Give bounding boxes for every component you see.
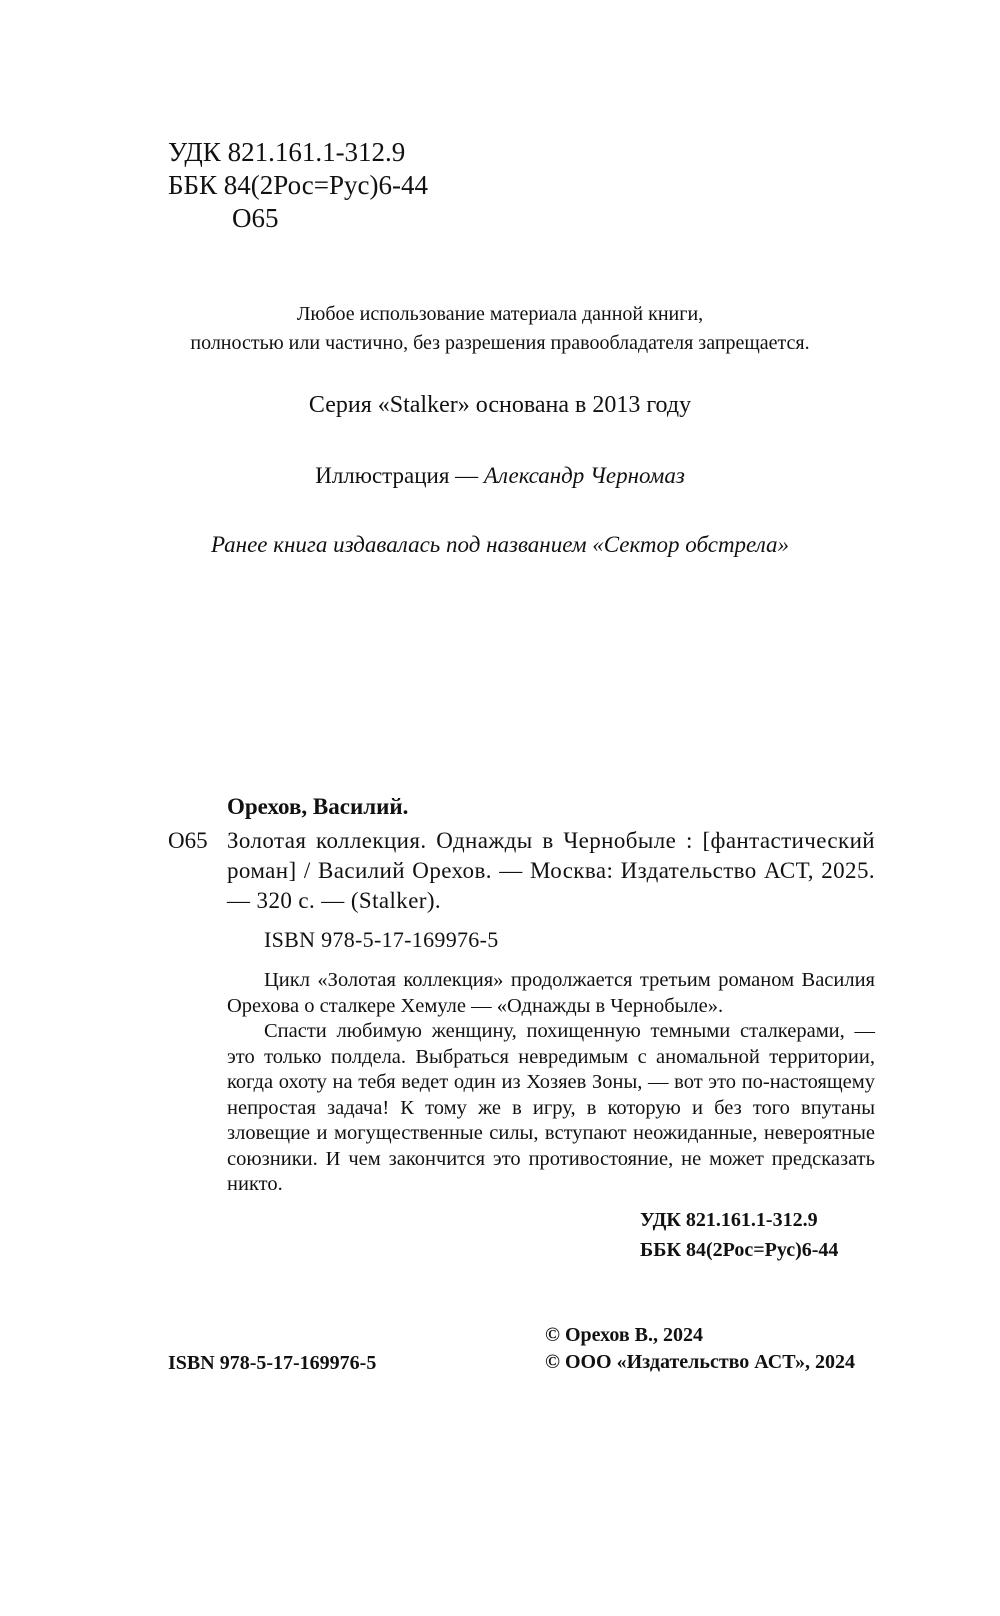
record-isbn: ISBN 978-5-17-169976-5 [264, 927, 499, 952]
copyright-lines [545, 1322, 855, 1376]
bbk-code: ББК 84(2Рос=Рус)6-44 [168, 170, 428, 200]
annotation [227, 968, 875, 1198]
udk-code: УДК 821.161.1-312.9 [168, 137, 406, 167]
notice-line-1: Любое использование материала данной книги, [296, 303, 704, 325]
author-sign: О65 [232, 203, 279, 233]
illustration-label: Иллюстрация — [315, 463, 484, 488]
copyright-publisher: © ООО «Издательство АСТ», 2024 [545, 1351, 856, 1373]
annotation-paragraph-1: Цикл «Золотая коллекция» продолжается третьим романом Василия Орехова о сталкере Хемуле — «Однажды в Чернобыле». [227, 969, 875, 1017]
series-note: Серия «Stalker» основана в 2013 году [308, 392, 692, 418]
notice-line-2: полностью или частично, без разрешения правообладателя запрещается. [190, 332, 810, 354]
annotation-paragraph-2: Спасти любимую женщину, похищенную темными сталкерами, — это только полдела. Выбраться невредимым с аномальной территории, когда охоту на тебя ведет один из Хозяев Зоны, — вот это по-настоящему непростая задача! К тому же в игру, в которую и без того впутаны зловещие и могущественные силы, вступают неожиданные, невероятные союзники. И чем закончится это противостояние, не может предсказать никто. [227, 1020, 875, 1195]
footer-classification-codes [640, 1205, 838, 1265]
previous-title-note: Ранее книга издавалась под названием «Сектор обстрела» [210, 532, 790, 557]
illustration-credit [120, 463, 880, 489]
bibliographic-description: Золотая коллекция. Однажды в Чернобыле : [фантастический роман] / Василий Орехов. — Москва: Издательство АСТ, 2025. — 320 с. — (Stalker). [227, 828, 875, 913]
footer-udk-code: УДК 821.161.1-312.9 [640, 1209, 818, 1231]
copyright-notice [120, 300, 880, 358]
author-heading: Орехов, Василий. [227, 794, 409, 819]
footer-bbk-code: ББК 84(2Рос=Рус)6-44 [640, 1239, 839, 1261]
record-author-sign: О65 [168, 828, 208, 853]
illustration-artist: Александр Черномаз [483, 463, 685, 488]
footer-isbn: ISBN 978-5-17-169976-5 [168, 1352, 377, 1374]
classification-codes [168, 136, 428, 235]
copyright-author: © Орехов В., 2024 [545, 1324, 703, 1346]
